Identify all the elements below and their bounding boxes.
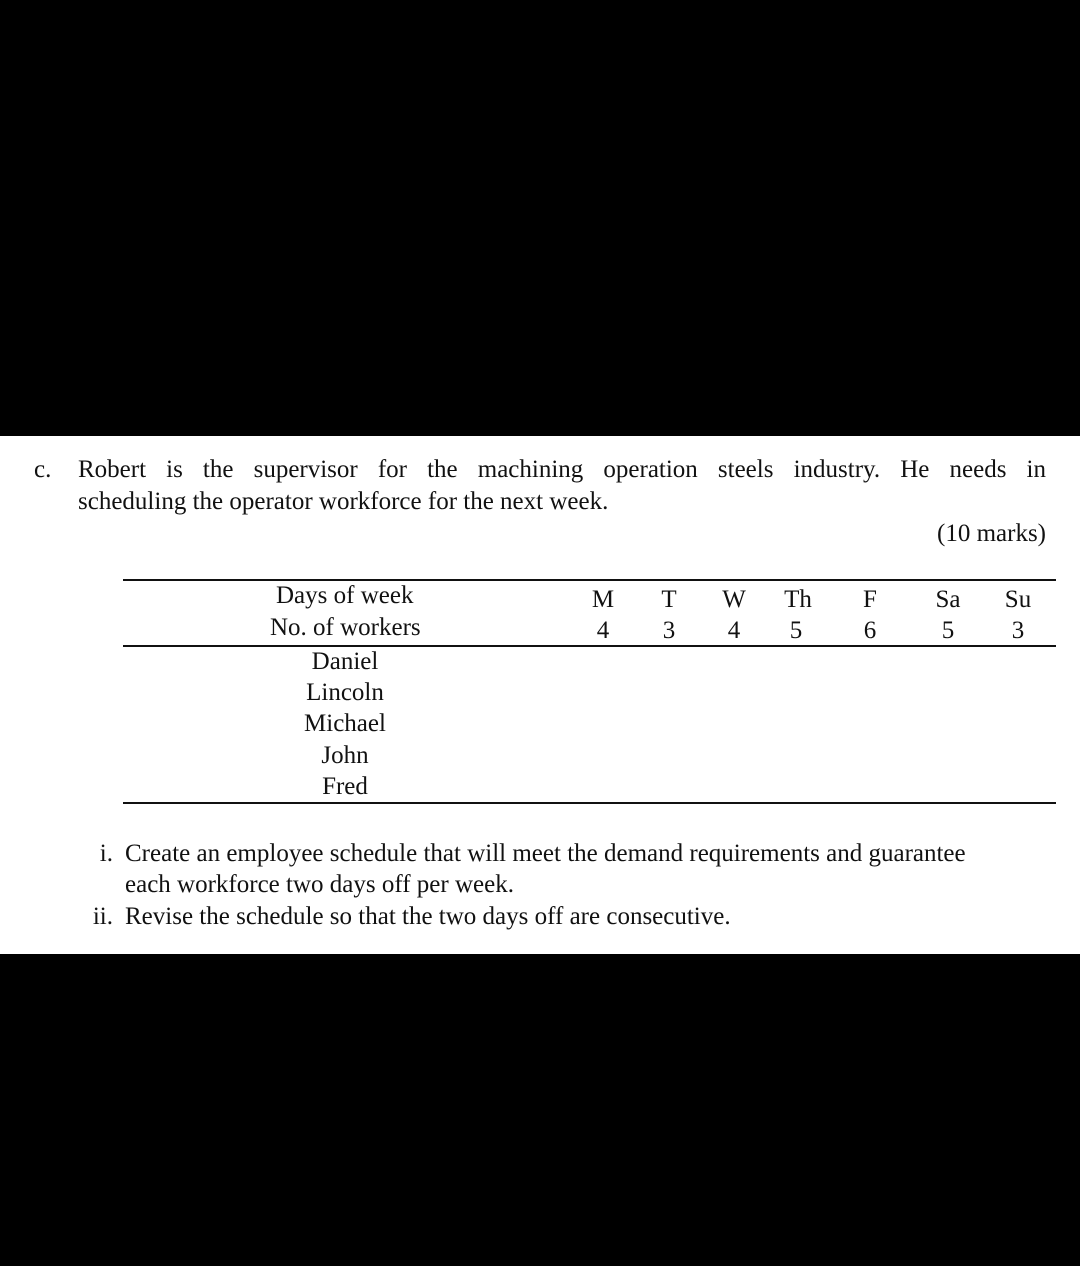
- workers-count: 6: [863, 617, 877, 644]
- task-text-line: each workforce two days off per week.: [125, 871, 514, 898]
- employee-row-label: Fred: [322, 773, 368, 800]
- day-header: W: [722, 586, 746, 613]
- workers-count: 3: [1011, 617, 1025, 644]
- table-top-rule: [123, 579, 1056, 581]
- task-text-line: Create an employee schedule that will meet the demand requirements and guarantee: [125, 840, 966, 867]
- workers-count: 3: [662, 617, 676, 644]
- day-header: Su: [1004, 586, 1032, 613]
- question-label: c.: [34, 456, 52, 483]
- workers-count: 5: [941, 617, 955, 644]
- day-header: T: [661, 586, 677, 613]
- workers-header: No. of workers: [270, 614, 421, 641]
- marks-label: (10 marks): [937, 520, 1046, 547]
- document-page: [0, 436, 1080, 954]
- table-header-rule: [123, 645, 1056, 647]
- day-header: F: [863, 586, 877, 613]
- day-header: Th: [784, 586, 812, 613]
- employee-row-label: Michael: [304, 710, 386, 737]
- workers-count: 5: [789, 617, 803, 644]
- task-label: ii.: [92, 903, 113, 930]
- question-text-line-1: Robert is the supervisor for the machining operation steels industry. He needs in: [78, 456, 1046, 483]
- employee-row-label: John: [321, 742, 369, 769]
- workers-count: 4: [596, 617, 610, 644]
- workers-count: 4: [727, 617, 741, 644]
- task-label: i.: [99, 840, 113, 867]
- task-text-line: Revise the schedule so that the two days off are consecutive.: [125, 903, 731, 930]
- employee-row-label: Daniel: [311, 648, 379, 675]
- day-header: Sa: [935, 586, 961, 613]
- days-of-week-header: Days of week: [276, 582, 414, 609]
- question-text-line-2: scheduling the operator workforce for the next week.: [78, 488, 609, 515]
- day-header: M: [591, 586, 615, 613]
- table-bottom-rule: [123, 802, 1056, 804]
- employee-row-label: Lincoln: [306, 679, 384, 706]
